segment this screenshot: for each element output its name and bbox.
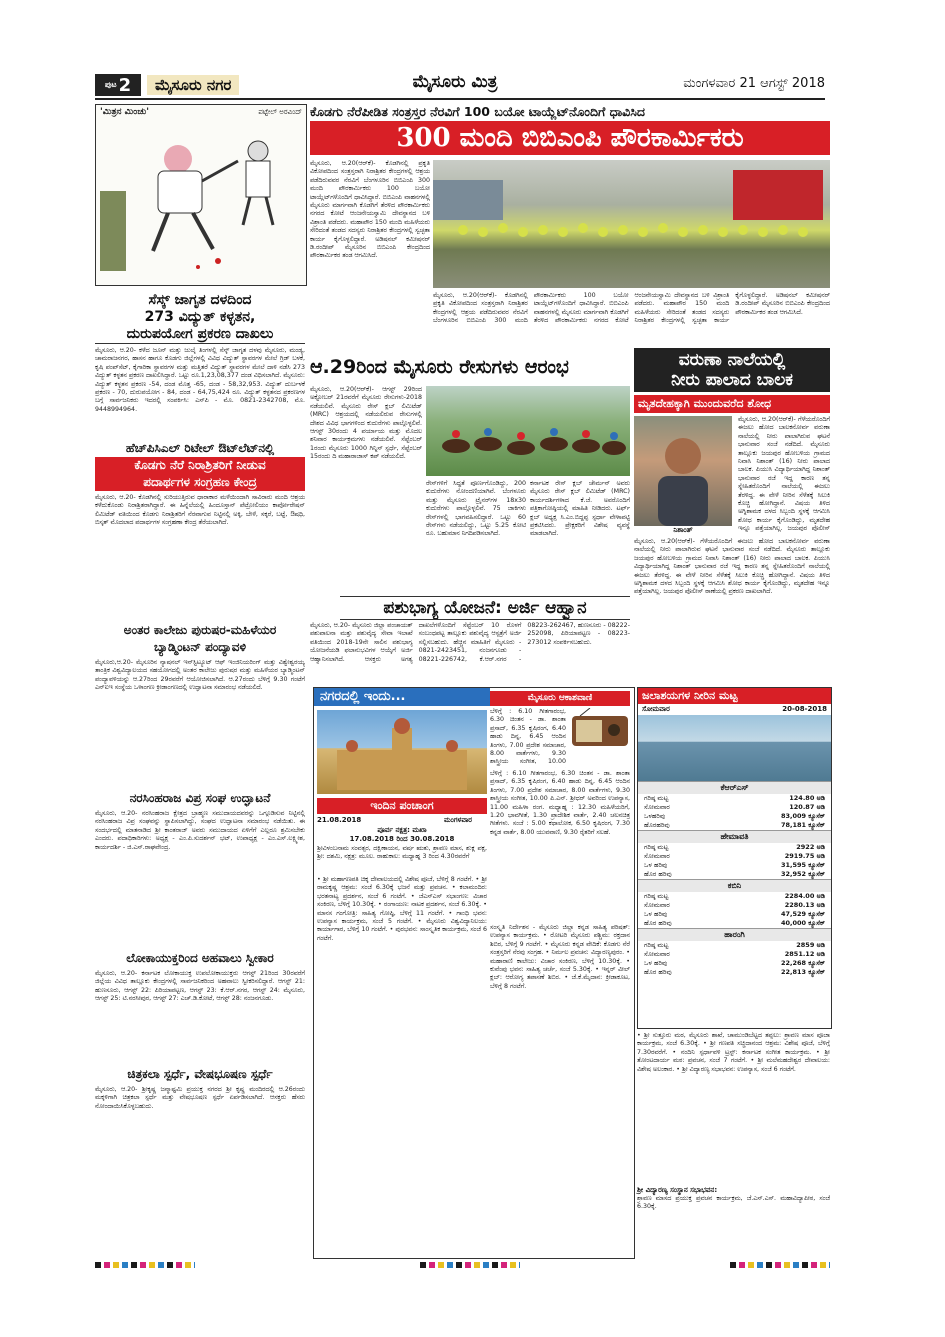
panchanga-day: ಮಂಗಳವಾರ bbox=[444, 816, 473, 824]
dam-row bbox=[638, 910, 831, 919]
dam-row-value: 40,000 ಕ್ಯೂಸೆಕ್ bbox=[780, 919, 825, 927]
bottom-right-body: ಶ್ರಾವಣ ಮಾಸದ ಪ್ರಯುಕ್ತ ಪ್ರವಚನ ಕಾರ್ಯಕ್ರಮ, ಜೆ.ಎಸ್.ಎಸ್. ಮಹಾವಿದ್ಯಾಪೀಠ, ಸಂಜೆ 6.30ಕ್ಕೆ. bbox=[637, 1195, 830, 1211]
dam-row-value: 31,595 ಕ್ಯೂಸೆಕ್ bbox=[780, 861, 825, 869]
panchanga-nakshatra: ಪೂರ್ವ ನಕ್ಷತ್ರ: ಮಖಾ bbox=[377, 826, 427, 834]
page-number-box bbox=[95, 74, 141, 96]
dam-row-value: 22,268 ಕ್ಯೂಸೆಕ್ bbox=[780, 959, 825, 967]
cartoon-label: 'ಮಿತ್ರನ ಮಿಂಚು' bbox=[100, 107, 150, 117]
varuna-subhead: ಮೃತದೇಹಕ್ಕಾಗಿ ಮುಂದುವರೆದ ಶೋಧ bbox=[634, 395, 830, 413]
dam-row-label: ಹೊರ ಹರಿವು bbox=[644, 919, 672, 927]
chitrakala-title: ಚಿತ್ರಕಲಾ ಸ್ಪರ್ಧೆ, ವೇಷಭೂಷಣ ಸ್ಪರ್ಧೆ bbox=[127, 1067, 273, 1081]
dam-row bbox=[638, 812, 831, 821]
page-number: 2 bbox=[118, 74, 132, 96]
dam-row bbox=[638, 901, 831, 910]
dam-row-label: ಒಳ ಹರಿವು bbox=[644, 910, 668, 918]
dam-row-label: ಸೋಮವಾರ bbox=[644, 950, 670, 958]
dam-row bbox=[638, 821, 831, 830]
chitrakala-body: ಮೈಸೂರು, ಆ.20- ಶ್ರೀಕೃಷ್ಣ ಜನ್ಮಾಷ್ಟಮಿ ಪ್ರಯುಕ್ತ ನಗರದ ಶ್ರೀ ಕೃಷ್ಣ ಮಂದಿರದಲ್ಲಿ ಆ.26ರಂದು ಮಕ್ಕಳಿಗಾಗಿ ಚಿತ್ರಕಲಾ ಸ್ಪರ್ಧೆ ಮತ್ತು ವೇಷಭೂಷಣ ಸ್ಪರ್ಧೆ ಏರ್ಪಡಿಸಲಾಗಿದೆ. ಆಸಕ್ತರು ಹೆಸರು ನೋಂದಾಯಿಸಿಕೊಳ್ಳಬಹುದು. bbox=[95, 1086, 305, 1110]
cartoon-artist: ಪಟ್ಟೇಲ್ ಅರವಿಂದ್ bbox=[258, 108, 302, 116]
dam-row-label: ಗರಿಷ್ಠ ಮಟ್ಟ bbox=[644, 892, 669, 900]
pashu-body: ಮೈಸೂರು, ಆ.20- ಮೈಸೂರು ಜಿಲ್ಲಾ ಪಂಚಾಯತ್ ಪಶುಪಾಲನಾ ಮತ್ತು ಪಶುವೈದ್ಯ ಸೇವಾ ಇಲಾಖೆ ವತಿಯಿಂದ 2018-19ನೇ ಸಾಲಿನ ಪಶುಭಾಗ್ಯ ಯೋಜನೆಯಡಿ ಫಲಾನುಭವಿಗಳ ಆಯ್ಕೆಗೆ ಅರ್ಜಿ ಆಹ್ವಾನಿಸಲಾಗಿದೆ. ಆಸಕ್ತರು ಅಗತ್ಯ ದಾಖಲೆಗಳೊಂದಿಗೆ ಸೆಪ್ಟೆಂಬರ್ 10 ರೊಳಗೆ ಸಂಬಂಧಪಟ್ಟ ತಾಲ್ಲೂಕು ಪಶುವೈದ್ಯ ಆಸ್ಪತ್ರೆಗೆ ಅರ್ಜಿ ಸಲ್ಲಿಸಬಹುದು. ಹೆಚ್ಚಿನ ಮಾಹಿತಿಗೆ ಮೈಸೂರು - 0821-2423451, ನಂಜನಗೂಡು - 08221-226742, ಕೆ.ಆರ್.ನಗರ - 08223-262467, ಹುಣಸೂರು - 08222-252098, ಪಿರಿಯಾಪಟ್ಟಣ - 08223-273012 ಸಂಪರ್ಕಿಸಬಹುದು. bbox=[310, 622, 630, 663]
cartoon-box bbox=[95, 104, 307, 286]
horse-race-photo bbox=[426, 386, 630, 476]
badminton-title-1: ಅಂತರ ಕಾಲೇಜು ಪುರುಷರ-ಮಹಿಳೆಯರ bbox=[123, 623, 277, 637]
dam-row bbox=[638, 968, 831, 977]
panchanga-date: 21.08.2018 bbox=[317, 816, 362, 824]
dam-photo bbox=[638, 715, 831, 781]
dam-row-label: ಗರಿಷ್ಠ ಮಟ್ಟ bbox=[644, 843, 669, 851]
dam-row-value: 32,952 ಕ್ಯೂಸೆಕ್ bbox=[780, 870, 825, 878]
dam-row-label: ಗರಿಷ್ಠ ಮಟ್ಟ bbox=[644, 794, 669, 802]
lead-kicker: ಕೊಡಗು ನೆರೆಪೀಡಿತ ಸಂತ್ರಸ್ತರ ನೆರವಿಗೆ 100 ಬಯೋ ಟಾಯ್ಲೆಟ್‌ನೊಂದಿಗೆ ಧಾವಿಸಿದ bbox=[310, 104, 645, 119]
vipra-body: ಮೈಸೂರು, ಆ.20- ನರಸಿಂಹರಾಜ ಕ್ಷೇತ್ರದ ಬ್ರಾಹ್ಮಣ ಸಮುದಾಯದವರನ್ನು ಒಗ್ಗೂಡಿಸುವ ನಿಟ್ಟಿನಲ್ಲಿ ನರಸಿಂಹರಾಜ ವಿಪ್ರ ಸಂಘವನ್ನು ಸ್ಥಾಪಿಸಲಾಗಿದ್ದು, ಸಂಘದ ಉದ್ಘಾಟನಾ ಸಮಾರಂಭ ನಡೆಯಿತು. ಈ ಸಂದರ್ಭದಲ್ಲಿ ಮಾತನಾಡಿದ ಶ್ರೀ ಕಾಂತರಾಜ್ ಅವರು ಸಮುದಾಯದ ಏಳಿಗೆಗೆ ಎಲ್ಲರೂ ಶ್ರಮಿಸಬೇಕು ಎಂದರು. ಪದಾಧಿಕಾರಿಗಳು: ಅಧ್ಯಕ್ಷ - ಎಂ.ಪಿ.ಸುದರ್ಶನ್ ಭಟ್, ಉಪಾಧ್ಯಕ್ಷ - ಎಂ.ಎಸ್.ಲಕ್ಷ್ಮೀಶ, ಕಾರ್ಯದರ್ಶಿ - ಜಿ.ಎಸ್.ರಾಘವೇಂದ್ರ. bbox=[95, 810, 305, 851]
dam-row-value: 2919.75 ಅಡಿ bbox=[784, 852, 825, 860]
races-headline: ಆ.29ರಿಂದ ಮೈಸೂರು ರೇಸುಗಳು ಆರಂಭ bbox=[310, 356, 569, 378]
dam-row-value: 2922 ಅಡಿ bbox=[796, 843, 825, 851]
workers-group-photo bbox=[433, 160, 830, 288]
races-col2: ರೇಸ್‌ಗಳಿಗೆ ಸಿದ್ಧತೆ ಪೂರ್ಣಗೊಂಡಿದ್ದು, 200 ಕುದುರೆಗಳು ನೋಂದಣಿಯಾಗಿವೆ. ಬೆಂಗಳೂರು ಮತ್ತು ಮೈಸೂರು ಟ್ರೈನರ್‌ಗಳ 18x30 ಕುದುರೆಗಳು ಪಾಲ್ಗೊಳ್ಳಲಿವೆ. 75 ಜಾಕಿಗಳು ರೇಸ್‌ಗಳಲ್ಲಿ ಭಾಗವಹಿಸಲಿದ್ದಾರೆ. ಒಟ್ಟು 60 ರೇಸ್‌ಗಳು ನಡೆಯಲಿದ್ದು, ಒಟ್ಟು 5.25 ಕೋಟಿ ರೂ. ಬಹುಮಾನ ನಿಗದಿಪಡಿಸಲಾಗಿದೆ. bbox=[426, 480, 526, 538]
nagara-events: • ಶ್ರೀ ಮಹಾಗಣಪತಿ ಚಿಕ್ಕ ದೇವಾಲಯದಲ್ಲಿ ವಿಶೇಷ ಪೂಜೆ, ಬೆಳಿಗ್ಗೆ 8 ಗಂಟೆಗೆ. • ಶ್ರೀ ರಾಮಕೃಷ್ಣ ಆಶ್ರಮ: ಸಂಜೆ 6.30ಕ್ಕೆ ಭಜನೆ ಮತ್ತು ಪ್ರವಚನ. • ಕಲಾಮಂದಿರ: ಭರತನಾಟ್ಯ ಪ್ರದರ್ಶನ, ಸಂಜೆ 6 ಗಂಟೆಗೆ. • ಜೆಎಸ್‌ಎಸ್ ಸಭಾಂಗಣ: ವಿಚಾರ ಸಂಕಿರಣ, ಬೆಳಿಗ್ಗೆ 10.30ಕ್ಕೆ. • ರಂಗಾಯಣ: ನಾಟಕ ಪ್ರದರ್ಶನ, ಸಂಜೆ 6.30ಕ್ಕೆ. • ಮಾನಸ ಗಂಗೋತ್ರಿ: ಸಾಹಿತ್ಯ ಗೋಷ್ಠಿ, ಬೆಳಿಗ್ಗೆ 11 ಗಂಟೆಗೆ. • ಗಾಂಧಿ ಭವನ: ಉಪನ್ಯಾಸ ಕಾರ್ಯಕ್ರಮ, ಸಂಜೆ 5 ಗಂಟೆಗೆ. • ಮೈಸೂರು ವಿಶ್ವವಿದ್ಯಾನಿಲಯ: ಕಾರ್ಯಾಗಾರ, ಬೆಳಿಗ್ಗೆ 10 ಗಂಟೆಗೆ. • ಪುರಭವನ: ಸಾಂಸ್ಕೃತಿಕ ಕಾರ್ಯಕ್ರಮ, ಸಂಜೆ 6 ಗಂಟೆಗೆ. bbox=[317, 876, 487, 942]
dam-tables bbox=[638, 781, 831, 977]
dam-row-label: ಸೋಮವಾರ bbox=[644, 803, 670, 811]
pashu-headline: ಪಶುಭಾಗ್ಯ ಯೋಜನೆ: ಅರ್ಜಿ ಆಹ್ವಾನ bbox=[340, 596, 630, 620]
dam-row-value: 2859 ಅಡಿ bbox=[796, 941, 825, 949]
lokayukta-story bbox=[95, 950, 305, 1068]
dam-row-label: ಹೊರ ಹರಿವು bbox=[644, 968, 672, 976]
palace-photo bbox=[317, 710, 487, 794]
sesc-title-3: ದುರುಪಯೋಗ ಪ್ರಕರಣ ದಾಖಲು bbox=[95, 326, 305, 344]
dam-name: ಕೆಆರ್‌ಎಸ್ bbox=[638, 781, 831, 794]
hpcl-body: ಮೈಸೂರು, ಆ.20- ಕೊಡಗಿನಲ್ಲಿ ಸುರಿಯುತ್ತಿರುವ ಧಾರಾಕಾರ ಮಳೆಯಿಂದಾಗಿ ಸಾವಿರಾರು ಮಂದಿ ಆಶ್ರಯ ಕಳೆದುಕೊಂಡು ನಿರಾಶ್ರಿತರಾಗಿದ್ದಾರೆ. ಈ ಹಿನ್ನೆಲೆಯಲ್ಲಿ ಹಿಂದೂಸ್ತಾನ್ ಪೆಟ್ರೋಲಿಯಂ ಕಾರ್ಪೋರೇಷನ್ ಲಿಮಿಟೆಡ್ ವತಿಯಿಂದ ಕೊಡಗು ನಿರಾಶ್ರಿತರಿಗೆ ನೆರವಾಗುವ ನಿಟ್ಟಿನಲ್ಲಿ ಅಕ್ಕಿ, ಬೇಳೆ, ಸಕ್ಕರೆ, ಬಟ್ಟೆ, ಔಷಧಿ, ಬಿಸ್ಕತ್ ಮೊದಲಾದ ಪದಾರ್ಥಗಳ ಸಂಗ್ರಹಣಾ ಕೇಂದ್ರ ತೆರೆಯಲಾಗಿದೆ. bbox=[95, 494, 305, 527]
hpcl-story bbox=[95, 440, 305, 602]
dam-row-label: ಒಳಹರಿವು bbox=[644, 812, 666, 820]
page-header bbox=[95, 74, 825, 98]
dam-row-value: 2280.13 ಅಡಿ bbox=[784, 901, 825, 909]
jalashaya-day: ಸೋಮವಾರ bbox=[642, 705, 670, 713]
section-title: ಮೈಸೂರು ನಗರ bbox=[147, 75, 239, 95]
masthead: ಮೈಸೂರು ಮಿತ್ರ bbox=[412, 72, 498, 92]
dam-row-value: 2284.00 ಅಡಿ bbox=[784, 892, 825, 900]
dam-row bbox=[638, 919, 831, 928]
registration-strip-mid bbox=[420, 1262, 520, 1268]
varuna-headline-1: ವರುಣಾ ನಾಲೆಯಲ್ಲಿ bbox=[678, 350, 786, 370]
dam-row-value: 22,813 ಕ್ಯೂಸೆಕ್ bbox=[780, 968, 825, 976]
dam-row bbox=[638, 803, 831, 812]
varuna-headline-2: ನೀರು ಪಾಲಾದ ಬಾಲಕ bbox=[671, 370, 793, 390]
dam-row-value: 2851.12 ಅಡಿ bbox=[784, 950, 825, 958]
jalashaya-date: 20-08-2018 bbox=[782, 705, 827, 713]
hpcl-title-2: ಕೊಡಗು ನೆರೆ ನಿರಾಶ್ರಿತರಿಗೆ ನೀಡುವ bbox=[95, 457, 305, 474]
radio-icon bbox=[570, 708, 630, 748]
akashavani-title: ಮೈಸೂರು ಆಕಾಶವಾಣಿ bbox=[490, 691, 630, 706]
issue-date: ಮಂಗಳವಾರ 21 ಆಗಸ್ಟ್ 2018 bbox=[683, 76, 825, 91]
dam-row bbox=[638, 852, 831, 861]
badminton-body: ಮೈಸೂರು,ಆ.20- ಮೈಸೂರಿನ ನ್ಯಾಷನಲ್ ಇನ್‌ಸ್ಟಿಟ್ಯೂಟ್ ಆಫ್ ಇಂಜಿನಿಯರಿಂಗ್ ಮತ್ತು ವಿಶ್ವೇಶ್ವರಯ್ಯ ತಾಂತ್ರಿಕ ವಿಶ್ವವಿದ್ಯಾಲಯದ ಸಹಯೋಗದಲ್ಲಿ ಅಂತರ ಕಾಲೇಜು ಪುರುಷರ ಮತ್ತು ಮಹಿಳೆಯರ ಬ್ಯಾಡ್ಮಿಂಟನ್ ಪಂದ್ಯಾವಳಿಯನ್ನು ಆ.27ರಿಂದ 29ರವರೆಗೆ ಆಯೋಜಿಸಲಾಗಿದೆ. ಆ.27ರಂದು ಬೆಳಿಗ್ಗೆ 9.30 ಗಂಟೆಗೆ ಎನ್‌ಐಇ ಸಂಸ್ಥೆಯ ಒಳಾಂಗಣ ಕ್ರೀಡಾಂಗಣದಲ್ಲಿ ಉದ್ಘಾಟನಾ ಸಮಾರಂಭ ನಡೆಯಲಿದೆ. bbox=[95, 659, 305, 692]
bottom-right-title: ಶ್ರೀ ವಿದ್ಯಾರಣ್ಯ ಸಂಸ್ಥಾನ ಸಭಾಭವನ: bbox=[637, 1186, 718, 1194]
lokayukta-body: ಮೈಸೂರು, ಆ.20- ಕರ್ನಾಟಕ ಲೋಕಾಯುಕ್ತ ಉಪಲೋಕಾಯುಕ್ತರು ಆಗಸ್ಟ್ 21ರಿಂದ 30ರವರೆಗೆ ಜಿಲ್ಲೆಯ ವಿವಿಧ ತಾಲ್ಲೂಕು ಕೇಂದ್ರಗಳಲ್ಲಿ ಸಾರ್ವಜನಿಕರಿಂದ ಅಹವಾಲು ಸ್ವೀಕರಿಸಲಿದ್ದಾರೆ. ಆಗಸ್ಟ್ 21: ಹುಣಸೂರು, ಆಗಸ್ಟ್ 22: ಪಿರಿಯಾಪಟ್ಟಣ, ಆಗಸ್ಟ್ 23: ಕೆ.ಆರ್.ನಗರ, ಆಗಸ್ಟ್ 24: ಮೈಸೂರು, ಆಗಸ್ಟ್ 25: ಟಿ.ನರಸೀಪುರ, ಆಗಸ್ಟ್ 27: ಎಚ್.ಡಿ.ಕೋಟೆ, ಆಗಸ್ಟ್ 28: ನಂಜನಗೂಡು. bbox=[95, 970, 305, 1003]
hpcl-title-1: ಹೆಚ್‌ಪಿಸಿಎಲ್ ರಿಟೇಲ್ ಔಟ್‌ಲೆಟ್‌ನಲ್ಲಿ bbox=[125, 441, 275, 455]
lead-photo bbox=[433, 160, 830, 288]
page-label: ಪುಟ bbox=[104, 80, 117, 89]
varuna-body-1: ಮೈಸೂರು, ಆ.20(ಆರ್‌ಕೆ)- ಗೆಳೆಯರೊಂದಿಗೆ ಈಜಲು ಹೋದ ಬಾಲಕನೋರ್ವ ವರುಣಾ ನಾಲೆಯಲ್ಲಿ ನೀರು ಪಾಲಾಗಿರುವ ಘಟನೆ ಭಾನುವಾರ ಸಂಜೆ ನಡೆದಿದೆ. ಮೈಸೂರು ತಾಲ್ಲೂಕು ಜಯಪುರ ಹೋಬಳಿಯ ಗ್ರಾಮದ ನಿವಾಸಿ ನಿಶಾಂತ್ (16) ನೀರು ಪಾಲಾದ ಬಾಲಕ. ಪಿಯುಸಿ ವಿದ್ಯಾರ್ಥಿಯಾಗಿದ್ದ ನಿಶಾಂತ್ ಭಾನುವಾರ ರಜೆ ಇದ್ದ ಕಾರಣ ತನ್ನ ಸ್ನೇಹಿತರೊಂದಿಗೆ ನಾಲೆಯಲ್ಲಿ ಈಜಲು ತೆರಳಿದ್ದ. ಈ ವೇಳೆ ನೀರಿನ ಸೆಳೆತಕ್ಕೆ ಸಿಲುಕಿ ಕೊಚ್ಚಿ ಹೋಗಿದ್ದಾನೆ. ವಿಷಯ ತಿಳಿದ ಅಗ್ನಿಶಾಮಕ ದಳದ ಸಿಬ್ಬಂದಿ ಸ್ಥಳಕ್ಕೆ ಆಗಮಿಸಿ ಶೋಧ ಕಾರ್ಯ ಕೈಗೊಂಡಿದ್ದು, ಮೃತದೇಹ ಇನ್ನೂ ಪತ್ತೆಯಾಗಿಲ್ಲ. ಜಯಪುರ ಪೊಲೀಸ್ bbox=[738, 416, 830, 533]
nagara-mid: ಸಂಸ್ಕೃತಿ ನಿರ್ದೇಶನ - ಮೈಸೂರು ಜಿಲ್ಲಾ ಕನ್ನಡ ಸಾಹಿತ್ಯ ಪರಿಷತ್: ಉಪನ್ಯಾಸ ಕಾರ್ಯಕ್ರಮ. • ರೋಟರಿ ಮೈಸೂರು ಪಶ್ಚಿಮ: ರಕ್ತದಾನ ಶಿಬಿರ, ಬೆಳಿಗ್ಗೆ 9 ಗಂಟೆಗೆ. • ಮೈಸೂರು ಕನ್ನಡ ವೇದಿಕೆ: ಕೊಡಗು ನೆರೆ ಸಂತ್ರಸ್ತರಿಗೆ ನೆರವು ಸಂಗ್ರಹ. • ನಿರ್ಮಲ ಪ್ರವಚನ: ವಿದ್ಯಾರಣ್ಯಪುರಂ. • ಮಹಾರಾಣಿ ಕಾಲೇಜು: ವಿಚಾರ ಸಂಕಿರಣ, ಬೆಳಿಗ್ಗೆ 10.30ಕ್ಕೆ. • ಕುವೆಂಪು ಭವನ: ಸಾಹಿತ್ಯ ಚರ್ಚೆ, ಸಂಜೆ 5.30ಕ್ಕೆ. • ಇನ್ನರ್ ವೀಲ್ ಕ್ಲಬ್: ಆರೋಗ್ಯ ತಪಾಸಣೆ ಶಿಬಿರ. • ಜೆ.ಕೆ.ಮೈದಾನ: ಕ್ರೀಡಾಕೂಟ, ಬೆಳಿಗ್ಗೆ 8 ಗಂಟೆಗೆ. bbox=[490, 924, 630, 990]
races-col1: ಮೈಸೂರು, ಆ.20(ಆರ್‌ಕೆ)- ಆಗಸ್ಟ್ 29ರಿಂದ ಅಕ್ಟೋಬರ್ 21ರವರೆಗೆ ಮೈಸೂರು ರೇಸುಗಳು-2018 ನಡೆಯಲಿವೆ. ಮೈಸೂರು ರೇಸ್ ಕ್ಲಬ್ ಲಿಮಿಟೆಡ್ (MRC) ಆಶ್ರಯದಲ್ಲಿ ನಡೆಯಲಿರುವ ರೇಸುಗಳಲ್ಲಿ ದೇಶದ ವಿವಿಧ ಭಾಗಗಳಿಂದ ಕುದುರೆಗಳು ಪಾಲ್ಗೊಳ್ಳಲಿವೆ. ಆಗಸ್ಟ್ 30ರಂದು 4 ಪರ್ಯಾಯ ಮತ್ತು ಮೊದಲ ಶನಿವಾರ ಕಾರ್ಯಕ್ರಮಗಳು ನಡೆಯಲಿವೆ. ಸೆಪ್ಟೆಂಬರ್ 1ರಂದು ಮೈಸೂರು 1000 ಗಿನ್ನಿಸ್ ಸ್ಪರ್ಧೆ, ಸೆಪ್ಟೆಂಬರ್ 15ರಂದು ದಿ ಮಹಾರಾಜಾಸ್ ಕಪ್ ನಡೆಯಲಿದೆ. bbox=[310, 386, 422, 461]
dam-name: ಹಾರಂಗಿ bbox=[638, 928, 831, 941]
badminton-story bbox=[95, 622, 305, 769]
lead-headline: 300 ಮಂದಿ ಬಿಬಿಎಂಪಿ ಪೌರಕಾರ್ಮಿಕರು bbox=[310, 121, 830, 155]
bottom-right-story bbox=[637, 1186, 830, 1245]
sesc-title-1: ಸೆಸ್ಕ್ ಜಾಗೃತ ದಳದಿಂದ bbox=[148, 292, 252, 308]
boy-portrait-icon bbox=[634, 416, 732, 526]
dam-row bbox=[638, 843, 831, 852]
akashavani-body-2: ಬೆಳಿಗ್ಗೆ : 6.10 ಗೀತಗಾರಂಭ, 6.30 ಚಿಂತನ - ಡಾ. ಶಾಂತಾ ಪ್ರಸಾದ್, 6.35 ಕೃಷಿರಂಗ, 6.40 ಹಾಡು ದಿನ್ನ, 6.45 ಆಂದಿನ ತಿಂಗಳು, 7.00 ಪ್ರದೇಶ ಸಮಾಚಾರ, 8.00 ವಾರ್ತೆಗಳು, 9.30 ಶಾಸ್ತ್ರೀಯ ಸಂಗೀತ, 10.00 ಪಿ.ಎನ್. ಶ್ರೀಧರ್ ಅವರಿಂದ ಉಪನ್ಯಾಸ, 11.00 ಮಹಿಳಾ ರಂಗ. ಮಧ್ಯಾಹ್ನ : 12.30 ಮಹಿಳೆಯರಿಗೆ, 1.20 ಭಾವಗೀತೆ, 1.30 ಪ್ರಾದೇಶಿಕ ವಾರ್ತೆ, 2.40 ಚಲನಚಿತ್ರ ಗೀತೆಗಳು. ಸಂಜೆ : 5.00 ಕಥಾಲೋಕ, 6.50 ಕೃಷಿರಂಗ, 7.30 ಕನ್ನಡ ವಾರ್ತೆ, 8.00 ಯುವವಾಣಿ, 9.30 ರೈತರಿಗೆ ಸಲಹೆ. bbox=[490, 770, 630, 836]
dam-row-value: 124.80 ಅಡಿ bbox=[789, 794, 825, 802]
badminton-title-2: ಬ್ಯಾಡ್ಮಿಂಟನ್ ಪಂದ್ಯಾವಳಿ bbox=[153, 640, 247, 654]
dam-row-label: ಹೊರ ಹರಿವು bbox=[644, 870, 672, 878]
varuna-photo bbox=[634, 416, 732, 526]
akashavani-body: ಬೆಳಿಗ್ಗೆ : 6.10 ಗೀತಗಾರಂಭ, 6.30 ಚಿಂತನ - ಡಾ. ಶಾಂತಾ ಪ್ರಸಾದ್, 6.35 ಕೃಷಿರಂಗ, 6.40 ಹಾಡು ದಿನ್ನ, 6.45 ಆಂದಿನ ತಿಂಗಳು, 7.00 ಪ್ರದೇಶ ಸಮಾಚಾರ, 8.00 ವಾರ್ತೆಗಳು, 9.30 ಶಾಸ್ತ್ರೀಯ ಸಂಗೀತ, 10.00 bbox=[490, 708, 566, 766]
lead-body-col2: ಮೈಸೂರು, ಆ.20(ಆರ್‌ಕೆ)- ಕೊಡಗಿನಲ್ಲಿ ಪ್ರಕೃತಿ ವಿಕೋಪದಿಂದ ಸಂತ್ರಸ್ತರಾಗಿ ನಿರಾಶ್ರಿತರ ಕೇಂದ್ರಗಳಲ್ಲಿ ಆಶ್ರಯ ಪಡೆದಿರುವವರ ನೆರವಿಗೆ ಬೆಂಗಳೂರಿನ ಬಿಬಿಎಂಪಿ 300 ಮಂದಿ ಪೌರಕಾರ್ಮಿಕರು 100 ಬಯೋ ಟಾಯ್ಲೆಟ್‌ಗಳೊಂದಿಗೆ ಧಾವಿಸಿದ್ದಾರೆ. ಬಿಬಿಎಂಪಿ ವಾಹನಗಳಲ್ಲಿ ಮೈಸೂರು ಮಾರ್ಗವಾಗಿ ಕೊಡಗಿಗೆ ತೆರಳಿದ ಪೌರಕಾರ್ಮಿಕರು ನಗರದ ಕೋಟೆ ಆಂಜನೇಯಸ್ವಾಮಿ ದೇವಸ್ಥಾನದ ಬಳಿ ವಿಶ್ರಾಂತಿ ಪಡೆದರು. ಮಹಾಪೌರ 150 ಮಂದಿ ಮಹಿಳೆಯರು ಸೇರಿದಂತೆ ತಂಡದ ಸದಸ್ಯರು ನಿರಾಶ್ರಿತರ ಕೇಂದ್ರಗಳಲ್ಲಿ ಸ್ವಚ್ಛತಾ ಕಾರ್ಯ ಕೈಗೊಳ್ಳಲಿದ್ದಾರೆ. ಅಡಿಷನಲ್ ಕಮೀಷನರ್ ಡಿ.ರಂದೀಪ್ ಮೈಸೂರಿನ ಬಿಬಿಎಂಪಿ ಕೇಂದ್ರದಿಂದ ಪೌರಕಾರ್ಮಿಕರ ತಂಡ ಆಗಮಿಸಿದೆ. bbox=[433, 292, 830, 325]
dam-row bbox=[638, 941, 831, 950]
registration-strip-left bbox=[95, 1262, 195, 1268]
jalashaya-title: ಜಲಾಶಯಗಳ ನೀರಿನ ಮಟ್ಟ bbox=[638, 688, 831, 704]
dam-row-value: 47,529 ಕ್ಯೂಸೆಕ್ bbox=[780, 910, 825, 918]
header-rule bbox=[95, 98, 825, 100]
dam-row bbox=[638, 959, 831, 968]
sesc-story bbox=[95, 292, 305, 445]
varuna-caption: ನಿಶಾಂತ್ bbox=[673, 526, 693, 534]
panchanga-title: ಇಂದಿನ ಪಂಚಾಂಗ bbox=[317, 798, 487, 814]
dam-row bbox=[638, 794, 831, 803]
races-col3: ಕರ್ನಾಟಕ ರೇಸ್ ಕ್ಲಬ್ ಚೇರ್ಮನ್ ಅವರು ಮೈಸೂರು ರೇಸ್ ಕ್ಲಬ್ ಲಿಮಿಟೆಡ್ (MRC) ಕಾರ್ಯದರ್ಶಿಗಳಾದ ಕೆ.ಜೆ. ಅವರೊಂದಿಗೆ ಪತ್ರಿಕಾಗೋಷ್ಠಿಯಲ್ಲಿ ಮಾಹಿತಿ ನೀಡಿದರು. ಟರ್ಫ್ ಕ್ಲಬ್ ಅಧ್ಯಕ್ಷ ಸಿ.ಎಂ.ಬಿದ್ದಪ್ಪ ಸ್ಪರ್ಧಾ ವೇಳಾಪಟ್ಟಿ ಪ್ರಕಟಿಸಿದರು. ಪ್ರೇಕ್ಷಕರಿಗೆ ವಿಶೇಷ ವ್ಯವಸ್ಥೆ ಮಾಡಲಾಗಿದೆ. bbox=[530, 480, 630, 538]
vipra-story bbox=[95, 790, 305, 950]
varuna-body-2: ಮೈಸೂರು, ಆ.20(ಆರ್‌ಕೆ)- ಗೆಳೆಯರೊಂದಿಗೆ ಈಜಲು ಹೋದ ಬಾಲಕನೋರ್ವ ವರುಣಾ ನಾಲೆಯಲ್ಲಿ ನೀರು ಪಾಲಾಗಿರುವ ಘಟನೆ ಭಾನುವಾರ ಸಂಜೆ ನಡೆದಿದೆ. ಮೈಸೂರು ತಾಲ್ಲೂಕು ಜಯಪುರ ಹೋಬಳಿಯ ಗ್ರಾಮದ ನಿವಾಸಿ ನಿಶಾಂತ್ (16) ನೀರು ಪಾಲಾದ ಬಾಲಕ. ಪಿಯುಸಿ ವಿದ್ಯಾರ್ಥಿಯಾಗಿದ್ದ ನಿಶಾಂತ್ ಭಾನುವಾರ ರಜೆ ಇದ್ದ ಕಾರಣ ತನ್ನ ಸ್ನೇಹಿತರೊಂದಿಗೆ ನಾಲೆಯಲ್ಲಿ ಈಜಲು ತೆರಳಿದ್ದ. ಈ ವೇಳೆ ನೀರಿನ ಸೆಳೆತಕ್ಕೆ ಸಿಲುಕಿ ಕೊಚ್ಚಿ ಹೋಗಿದ್ದಾನೆ. ವಿಷಯ ತಿಳಿದ ಅಗ್ನಿಶಾಮಕ ದಳದ ಸಿಬ್ಬಂದಿ ಸ್ಥಳಕ್ಕೆ ಆಗಮಿಸಿ ಶೋಧ ಕಾರ್ಯ ಕೈಗೊಂಡಿದ್ದು, ಮೃತದೇಹ ಇನ್ನೂ ಪತ್ತೆಯಾಗಿಲ್ಲ. ಜಯಪುರ ಪೊಲೀಸ್ ಠಾಣೆಯಲ್ಲಿ ಪ್ರಕರಣ ದಾಖಲಾಗಿದೆ. bbox=[634, 538, 830, 596]
sesc-title-2: 273 ವಿದ್ಯುತ್ ಕಳ್ಳತನ, bbox=[144, 309, 256, 325]
lead-body-col1: ಮೈಸೂರು, ಆ.20(ಆರ್‌ಕೆ)- ಕೊಡಗಿನಲ್ಲಿ ಪ್ರಕೃತಿ ವಿಕೋಪದಿಂದ ಸಂತ್ರಸ್ತರಾಗಿ ನಿರಾಶ್ರಿತರ ಕೇಂದ್ರಗಳಲ್ಲಿ ಆಶ್ರಯ ಪಡೆದಿರುವವರ ನೆರವಿಗೆ ಬೆಂಗಳೂರಿನ ಬಿಬಿಎಂಪಿ 300 ಮಂದಿ ಪೌರಕಾರ್ಮಿಕರು 100 ಬಯೋ ಟಾಯ್ಲೆಟ್‌ಗಳೊಂದಿಗೆ ಧಾವಿಸಿದ್ದಾರೆ. ಬಿಬಿಎಂಪಿ ವಾಹನಗಳಲ್ಲಿ ಮೈಸೂರು ಮಾರ್ಗವಾಗಿ ಕೊಡಗಿಗೆ ತೆರಳಿದ ಪೌರಕಾರ್ಮಿಕರು ನಗರದ ಕೋಟೆ ಆಂಜನೇಯಸ್ವಾಮಿ ದೇವಸ್ಥಾನದ ಬಳಿ ವಿಶ್ರಾಂತಿ ಪಡೆದರು. ಮಹಾಪೌರ 150 ಮಂದಿ ಮಹಿಳೆಯರು ಸೇರಿದಂತೆ ತಂಡದ ಸದಸ್ಯರು ನಿರಾಶ್ರಿತರ ಕೇಂದ್ರಗಳಲ್ಲಿ ಸ್ವಚ್ಛತಾ ಕಾರ್ಯ ಕೈಗೊಳ್ಳಲಿದ್ದಾರೆ. ಅಡಿಷನಲ್ ಕಮೀಷನರ್ ಡಿ.ರಂದೀಪ್ ಮೈಸೂರಿನ ಬಿಬಿಎಂಪಿ ಕೇಂದ್ರದಿಂದ ಪೌರಕಾರ್ಮಿಕರ ತಂಡ ಆಗಮಿಸಿದೆ. bbox=[310, 160, 430, 260]
dam-row-label: ಒಳ ಹರಿವು bbox=[644, 959, 668, 967]
jalashaya-notes: • ಶ್ರೀ ಸುತ್ತೂರು ಮಠ, ಮೈಸೂರು ಶಾಖೆ, ಚಾಮುಂಡಿಬೆಟ್ಟದ ತಪ್ಪಲು: ಶ್ರಾವಣ ಮಾಸ ಪೂಜಾ ಕಾರ್ಯಕ್ರಮ, ಸಂಜೆ 6.30ಕ್ಕೆ. • ಶ್ರೀ ಗಣಪತಿ ಸಚ್ಚಿದಾನಂದ ಆಶ್ರಮ: ವಿಶೇಷ ಪೂಜೆ, ಬೆಳಿಗ್ಗೆ 7.30ರವರೆಗೆ. • ನಂದಿನಿ ಸ್ಪರ್ಧಾವಳಿ ಟ್ರಸ್ಟ್: ಕರ್ನಾಟಕ ಸಂಗೀತ ಕಾರ್ಯಕ್ರಮ. • ಶ್ರೀ ತೋಂಟದಾರ್ಯ ಮಠ: ಪ್ರವಚನ, ಸಂಜೆ 7 ಗಂಟೆಗೆ. • ಶ್ರೀ ಮಲೆಮಹದೇಶ್ವರ ದೇವಾಲಯ: ವಿಶೇಷ ಅಲಂಕಾರ. • ಶ್ರೀ ವಿದ್ಯಾರಣ್ಯ ಸಭಾಭವನ: ಉಪನ್ಯಾಸ, ಸಂಜೆ 6 ಗಂಟೆಗೆ. bbox=[637, 1032, 830, 1073]
dam-row-label: ಗರಿಷ್ಠ ಮಟ್ಟ bbox=[644, 941, 669, 949]
vipra-title: ನರಸಿಂಹರಾಜ ವಿಪ್ರ ಸಂಘ ಉದ್ಘಾಟನೆ bbox=[129, 791, 271, 805]
dam-row-value: 83,009 ಕ್ಯೂಸೆಕ್ bbox=[780, 812, 825, 820]
dam-row bbox=[638, 870, 831, 879]
panchanga-body: ಶ್ರೀವಿಳಂಬನಾಮ ಸಂವತ್ಸರ, ದಕ್ಷಿಣಾಯನ, ವರ್ಷ ಋತು, ಶ್ರಾವಣ ಮಾಸ, ಶುಕ್ಲ ಪಕ್ಷ, ಶ್ರೀ: ದಶಮಿ, ನಕ್ಷತ್ರ: ಮೂಲ. ರಾಹುಕಾಲ: ಮಧ್ಯಾಹ್ನ 3 ರಿಂದ 4.30ರವರೆಗೆ bbox=[317, 845, 487, 861]
jalashaya-box bbox=[637, 687, 832, 1029]
sesc-body: ಮೈಸೂರು, ಆ.20- ಕಳೆದ ಜೂನ್ ಮತ್ತು ಜುಲೈ ತಿಂಗಳಲ್ಲಿ ಸೆಸ್ಕ್ ಜಾಗೃತ ದಳವು ಮೈಸೂರು, ಮಂಡ್ಯ, ಚಾಮರಾಜನಗರ, ಹಾಸನ ಹಾಗೂ ಕೊಡಗು ಜಿಲ್ಲೆಗಳಲ್ಲಿ ವಿವಿಧ ವಿದ್ಯುತ್ ಸ್ಥಾವರಗಳ ಮೇಲೆ ಗ್ರಿಡ್ ಬಳಕೆ, ಕೃಷಿ ಪಂಪ್‌ಸೆಟ್, ಕೈಗಾರಿಕಾ ಸ್ಥಾವರಗಳ ಮತ್ತು ಮತ್ತಿತರೆ ವಿದ್ಯುತ್ ಸ್ಥಾವರಗಳ ಮೇಲೆ ದಾಳಿ ನಡೆಸಿ 273 ವಿದ್ಯುತ್ ಕಳ್ಳತನ ಪ್ರಕರಣ ದಾಖಲಿಸಿದ್ದಾರೆ. ಒಟ್ಟು ರೂ.1,23,08,377 ದಂಡ ವಿಧಿಸಲಾಗಿದೆ. ಮೈಸೂರು: ವಿದ್ಯುತ್ ಕಳ್ಳತನ ಪ್ರಕರಣ -54, ದಂಡ ಮೊತ್ತ -65, ದಂಡ - 58,32,953. ವಿದ್ಯುತ್ ದುರ್ಬಳಕೆ ಪ್ರಕರಣ - 70, ದುರುಪಯೋಗ - 84, ದಂಡ - 64,75,424 ರೂ. ವಿದ್ಯುತ್ ಕಳ್ಳತನದ ಪ್ರಕರಣಗಳ ಬಗ್ಗೆ ಸಾರ್ವಜನಿಕರು ಇದರಲ್ಲಿ ಸಂಪರ್ಕಿಸಿ: ಎಸ್‌ಪಿ - ಮೊ. 0821-2342708, ಮೊ. 9448994964. bbox=[95, 347, 305, 413]
races-photo bbox=[426, 386, 630, 476]
hpcl-title-3: ಪದಾರ್ಥಗಳ ಸಂಗ್ರಹಣ ಕೇಂದ್ರ bbox=[95, 474, 305, 491]
dam-row-value: 78,181 ಕ್ಯೂಸೆಕ್ bbox=[780, 821, 825, 829]
varuna-headline-box bbox=[634, 348, 830, 392]
varuna-story bbox=[634, 348, 830, 708]
chitrakala-story bbox=[95, 1066, 305, 1146]
jalashaya-dateline bbox=[638, 704, 831, 715]
dam-name: ಕಬಿನಿ bbox=[638, 879, 831, 892]
cartoon-illustration bbox=[98, 121, 304, 281]
lokayukta-title: ಲೋಕಾಯುಕ್ತರಿಂದ ಅಹವಾಲು ಸ್ವೀಕಾರ bbox=[126, 951, 274, 965]
dam-row-label: ಒಳ ಹರಿವು bbox=[644, 861, 668, 869]
nagara-box bbox=[313, 687, 635, 1259]
dam-row-label: ಹೊರಹರಿವು bbox=[644, 821, 670, 829]
dam-row-value: 120.87 ಅಡಿ bbox=[789, 803, 825, 811]
nagara-title: ನಗರದಲ್ಲಿ ಇಂದು... bbox=[314, 688, 490, 706]
palace-icon bbox=[317, 710, 487, 794]
dam-row-label: ಸೋಮವಾರ bbox=[644, 852, 670, 860]
dam-row-label: ಸೋಮವಾರ bbox=[644, 901, 670, 909]
dam-row bbox=[638, 950, 831, 959]
dam-row bbox=[638, 892, 831, 901]
panchanga-period: 17.08.2018 ರಿಂದ 30.08.2018 bbox=[349, 835, 455, 843]
dam-name: ಹೇಮಾವತಿ bbox=[638, 830, 831, 843]
dam-row bbox=[638, 861, 831, 870]
registration-strip-right bbox=[730, 1262, 830, 1268]
